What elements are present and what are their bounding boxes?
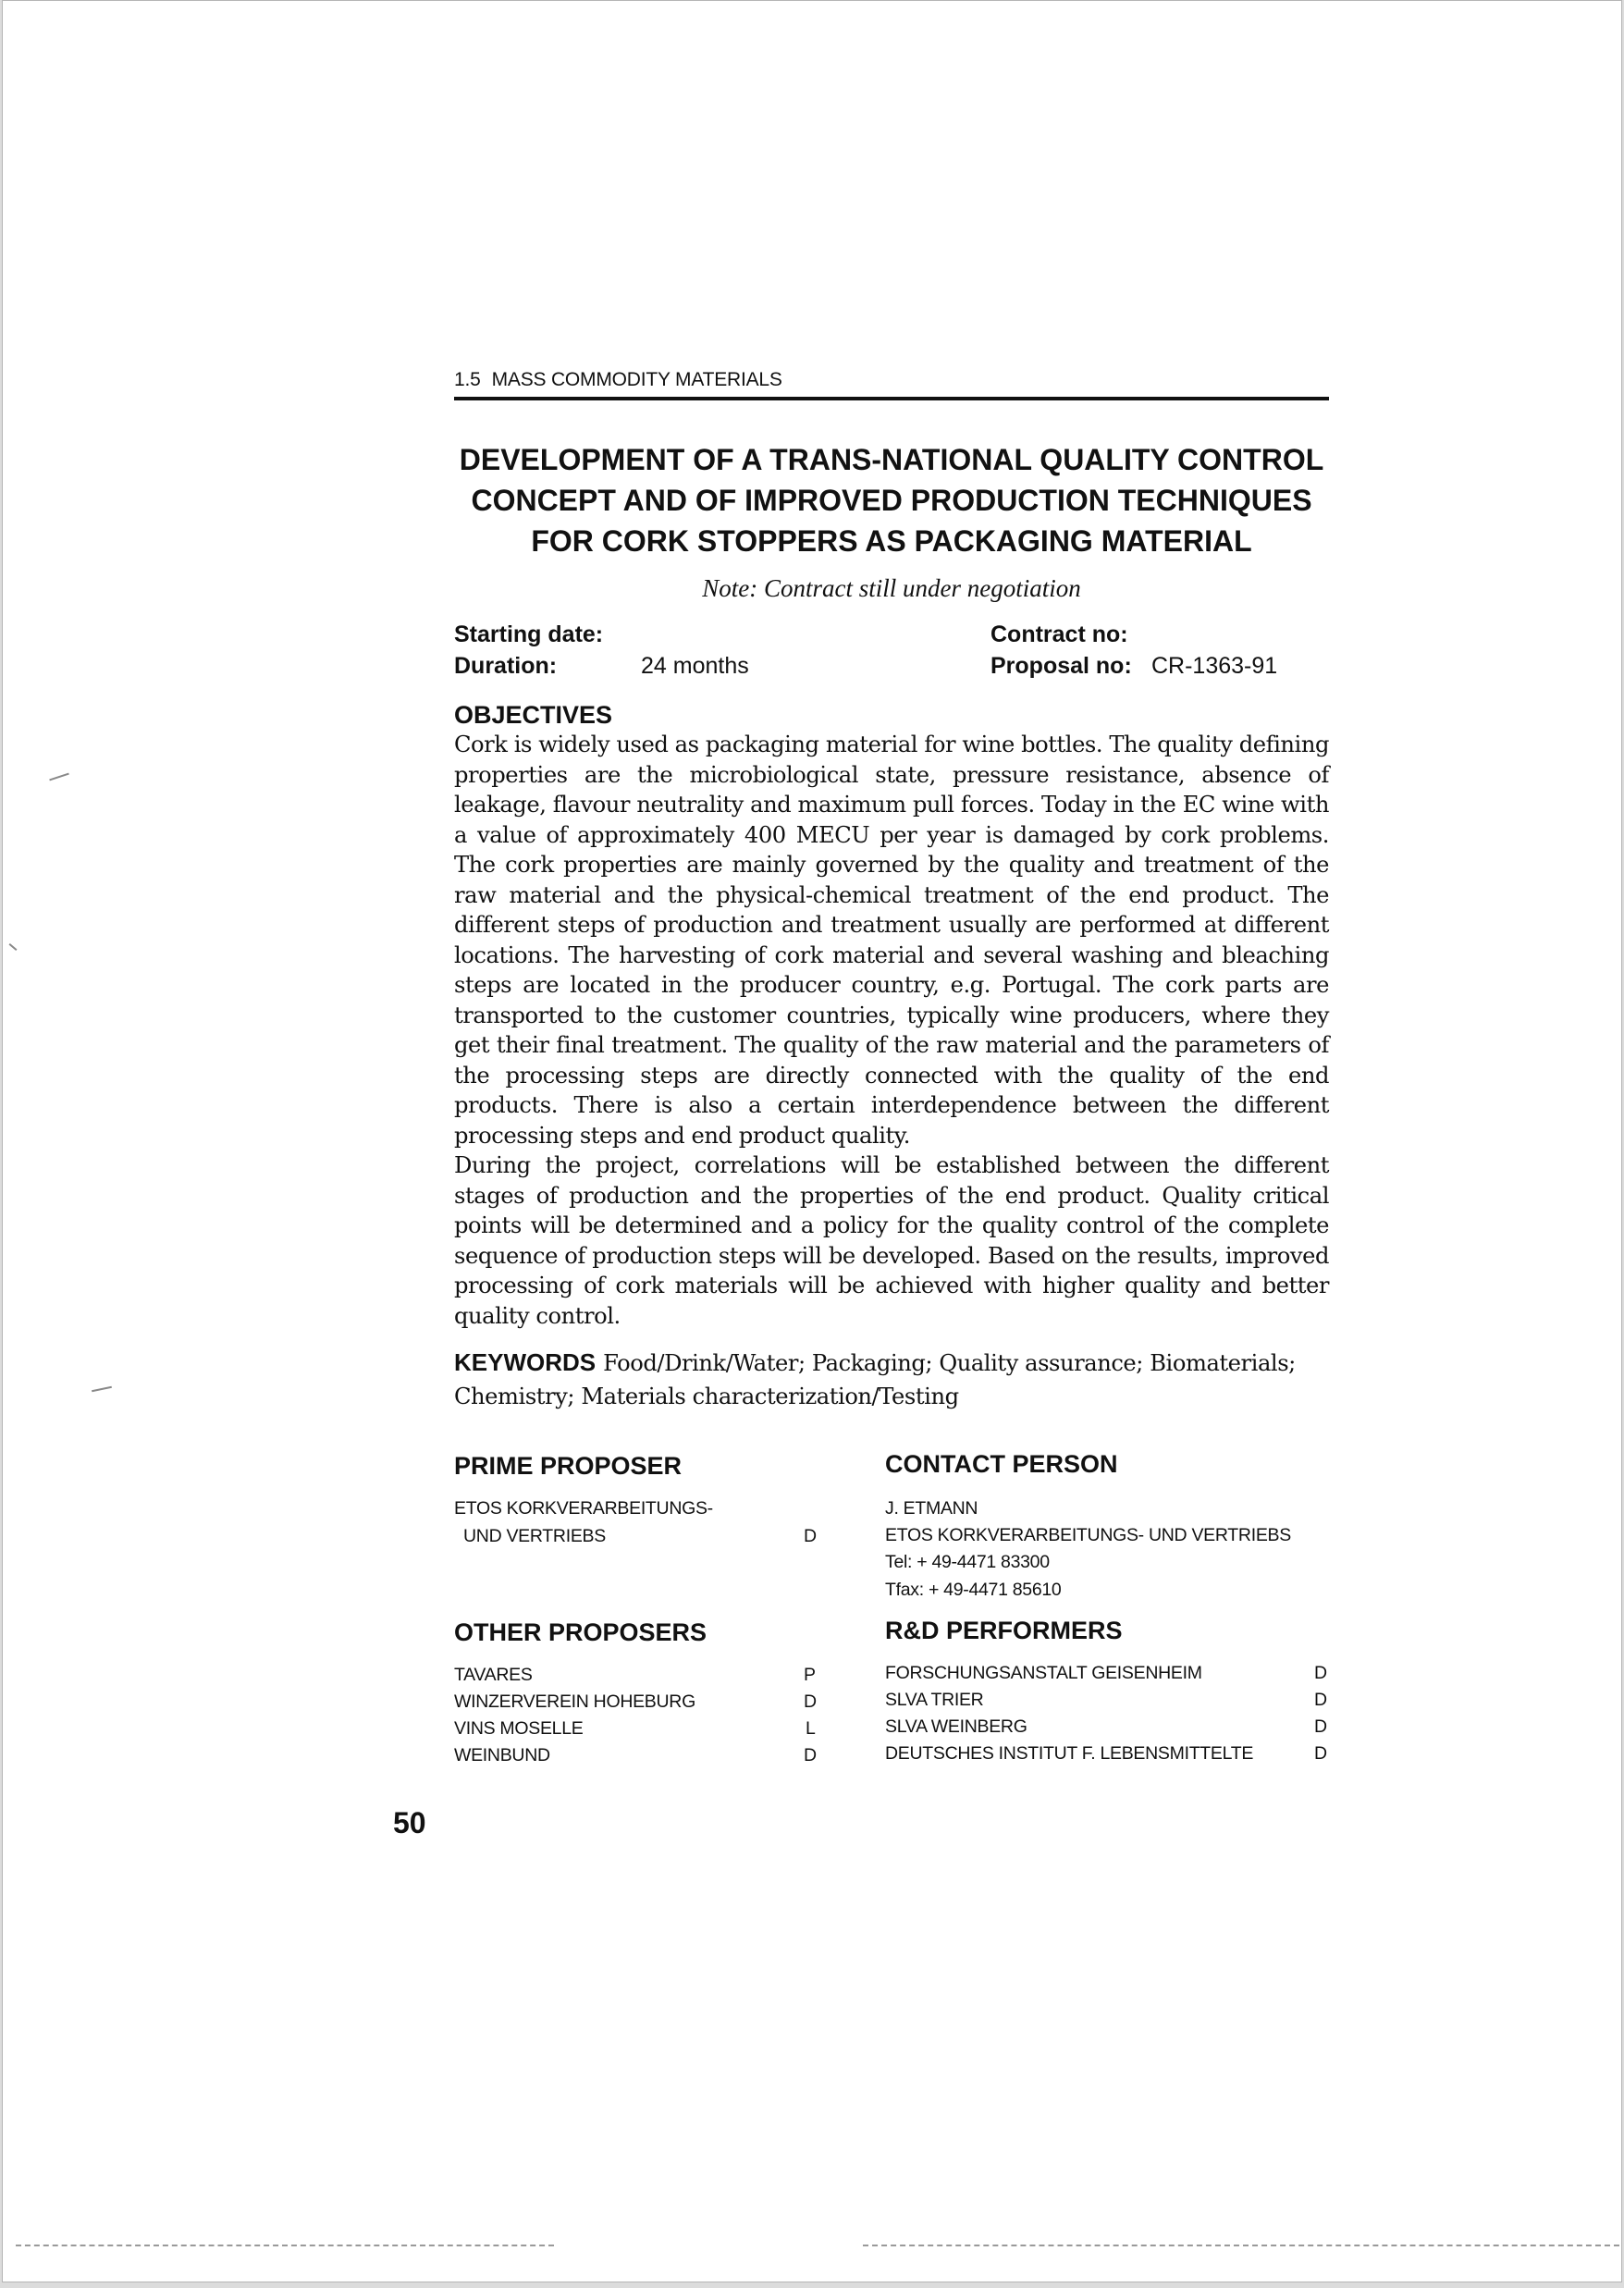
other-proposer-name: TAVARES <box>454 1665 533 1685</box>
proposal-value: CR-1363-91 <box>1151 653 1278 679</box>
other-proposer-country: D <box>804 1745 818 1765</box>
rd-performer-name: DEUTSCHES INSTITUT F. LEBENSMITTELTE <box>885 1743 1254 1764</box>
contract-note: Note: Contract still under negotiation <box>702 574 1081 602</box>
other-proposer-country: L <box>806 1718 816 1739</box>
scan-edge <box>16 2245 554 2248</box>
objectives-paragraph: During the project, correlations will be established between the different stages of production and the properties of the end product. Quality critical points will be determined and a policy for the quality control of the complete sequence of production steps will be developed. Based on the results, improved processing of cork materials will be achieved with higher quality and better quality control. <box>454 1152 1329 1329</box>
scan-edge <box>863 2245 1619 2248</box>
scan-mark <box>92 1386 112 1393</box>
rd-performer-name: SLVA TRIER <box>885 1690 984 1710</box>
page-number: 50 <box>393 1806 426 1839</box>
rd-performer-country: D <box>1314 1716 1328 1737</box>
title-line: CONCEPT AND OF IMPROVED PRODUCTION TECHNIQUES <box>471 484 1312 517</box>
title-line: FOR CORK STOPPERS AS PACKAGING MATERIAL <box>531 524 1252 558</box>
proposal-label: Proposal no: <box>990 653 1132 679</box>
rd-performer-country: D <box>1314 1743 1328 1764</box>
rd-performer-name: FORSCHUNGSANSTALT GEISENHEIM <box>885 1663 1202 1683</box>
duration-value: 24 months <box>641 653 749 679</box>
objectives-heading: OBJECTIVES <box>454 701 613 729</box>
prime-proposer-country: D <box>804 1526 818 1546</box>
starting-date-label: Starting date: <box>454 621 604 647</box>
project-meta <box>454 621 1329 684</box>
contact-person-heading: CONTACT PERSON <box>885 1450 1118 1478</box>
title-line: DEVELOPMENT OF A TRANS-NATIONAL QUALITY CONTROL <box>459 443 1324 476</box>
contact-tel: Tel: + 49-4471 83300 <box>885 1552 1050 1572</box>
scan-mark <box>9 943 18 951</box>
prime-proposer-line: UND VERTRIEBS <box>463 1526 606 1546</box>
other-proposer-name: WINZERVEREIN HOHEBURG <box>454 1691 695 1712</box>
keywords <box>454 1346 1329 1413</box>
contact-fax: Tfax: + 49-4471 85610 <box>885 1580 1062 1600</box>
other-proposer-country: P <box>804 1665 817 1685</box>
document-title <box>454 439 1329 561</box>
rd-performer-country: D <box>1314 1663 1328 1683</box>
organisations <box>454 1452 1329 1822</box>
section-number: 1.5 <box>454 369 481 390</box>
other-proposer-name: VINS MOSELLE <box>454 1718 584 1739</box>
rd-performer-country: D <box>1314 1690 1328 1710</box>
other-proposer-country: D <box>804 1691 818 1712</box>
section-header <box>454 369 1329 400</box>
prime-proposer-heading: PRIME PROPOSER <box>454 1452 683 1480</box>
prime-proposer-line: ETOS KORKVERARBEITUNGS- <box>454 1498 713 1519</box>
keywords-label: KEYWORDS <box>454 1348 597 1376</box>
objectives-paragraph: Cork is widely used as packaging material for wine bottles. The quality defining properties are the microbiological state, pressure resistance, absence of leakage, flavour neutrality and maximum pull forces. Today in the EC wine with a value of approximately 400 MECU per year is damaged by cork problems. The cork properties are mainly governed by the quality and treatment of the raw material and the physical-chemical treatment of the end product. The different steps of production and treatment usually are performed at different locations. The harvesting of cork material and several washing and bleaching steps are located in the producer country, e.g. Portugal. The cork parts are transported to the customer countries, typically wine producers, where they get their final treatment. The quality of the raw material and the parameters of the processing steps are directly connected with the quality of the end products. There is also a certain interdependence between the different processing steps and end product quality. <box>454 732 1329 1149</box>
contact-organisation: ETOS KORKVERARBEITUNGS- UND VERTRIEBS <box>885 1525 1291 1545</box>
other-proposer-name: WEINBUND <box>454 1745 550 1765</box>
page-content <box>454 369 1329 1822</box>
keywords-text: Food/Drink/Water; Packaging; Quality assurance; Biomaterials; Chemistry; Materials characterization/Testing <box>454 1350 1296 1409</box>
contract-label: Contract no: <box>990 621 1128 647</box>
document-page <box>2 0 1622 2282</box>
rd-performer-name: SLVA WEINBERG <box>885 1716 1027 1737</box>
contact-name: J. ETMANN <box>885 1498 978 1519</box>
rd-performers-heading: R&D PERFORMERS <box>885 1617 1123 1644</box>
section-title: MASS COMMODITY MATERIALS <box>491 369 782 390</box>
other-proposers-heading: OTHER PROPOSERS <box>454 1618 707 1646</box>
duration-label: Duration: <box>454 653 558 679</box>
scan-mark <box>49 773 69 781</box>
